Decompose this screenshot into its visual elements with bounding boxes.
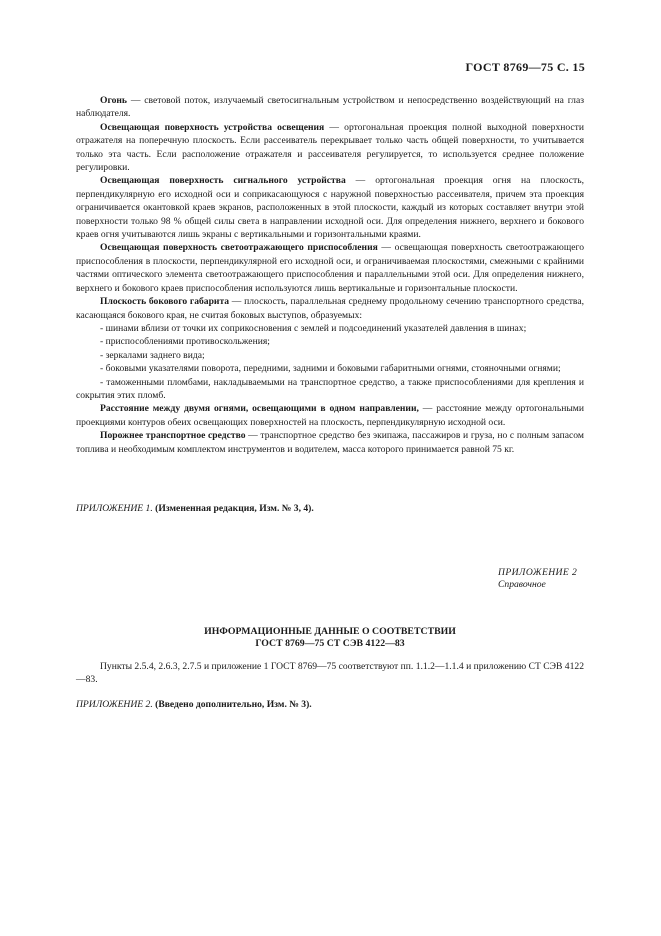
info-title <box>76 626 584 650</box>
term: Порожнее транспортное средство <box>100 430 246 442</box>
list-item: - шинами вблизи от точки их соприкосновения с землей и подсоединений указателей давления в шинах; <box>100 322 527 334</box>
appendix2-header <box>498 567 577 591</box>
appendix2-subtitle: Справочное <box>498 579 546 590</box>
page-header: ГОСТ 8769—75 С. 15 <box>465 60 585 74</box>
term: Плоскость бокового габарита <box>100 296 230 308</box>
appendix-label: ПРИЛОЖЕНИЕ 1. <box>76 503 153 514</box>
definition-text: — ортогональная проекция полной выходной поверхности отражателя на поперечную плоскость. Если рассеиватель перекрывает только часть общей поверхности, то учитывается только эта часть. Если расположение отражателя и рассеивателя регулируется, то используется среднее положение регулировки. <box>76 121 584 174</box>
definition-side-plane <box>76 295 584 322</box>
appendix2-title: ПРИЛОЖЕНИЕ 2 <box>498 567 578 578</box>
definition-text: — плоскость, параллельная среднему продольному сечению транспортного средства, касающаяся бокового края, не считая боковых выступов, образуемых: <box>76 296 584 321</box>
list-item: - боковыми указателями поворота, передними, задними и боковыми габаритными огнями, стояночными огнями; <box>100 363 561 375</box>
term: Освещающая поверхность светоотражающего приспособления <box>100 242 378 254</box>
definition-text: — световой поток, излучаемый светосигнальным устройством и непосредственно воздействующий на глаз наблюдателя. <box>76 95 584 120</box>
definition-retroreflector-surface <box>76 241 584 295</box>
info-text: Пункты 2.5.4, 2.6.3, 2.7.5 и приложение 1 ГОСТ 8769—75 соответствуют пп. 1.1.2—1.1.4 и приложению СТ СЭВ 4122—83. <box>76 661 584 686</box>
term: Расстояние между двумя огнями, освещающими в одном направлении, <box>100 403 419 415</box>
definition-text: — освещающая поверхность светоотражающего приспособления в плоскости, перпендикулярной его исходной оси, и ограничиваемая плоскостями, смежными с крайними частями оптического элемента светоотражающего приспособления и параллельными этой оси. Для определения нижнего, верхнего и бокового краев приспособления используются лишь вертикальные и горизонтальные плоскости. <box>76 242 584 294</box>
appendix-label: ПРИЛОЖЕНИЕ 2. <box>76 699 153 710</box>
revision-note: (Введено дополнительно, Изм. № 3). <box>152 699 312 710</box>
info-title-line2: ГОСТ 8769—75 СТ СЭВ 4122—83 <box>255 638 405 649</box>
appendix2-revision-note <box>76 698 584 711</box>
definition-distance <box>76 402 584 429</box>
revision-note: (Измененная редакция, Изм. № 3, 4). <box>152 503 314 514</box>
definition-ogon <box>76 94 584 121</box>
list-item: - таможенными пломбами, накладываемыми на транспортное средство, а также приспособлениями для крепления и сокрытия этих пломб. <box>76 376 584 401</box>
term: Освещающая поверхность устройства освещения <box>100 121 325 133</box>
info-title-line1: ИНФОРМАЦИОННЫЕ ДАННЫЕ О СООТВЕТСТВИИ <box>204 626 456 637</box>
definition-text: — расстояние между ортогональными проекциями контуров обеих освещающих поверхностей на плоскость, перпендикулярную исходной оси. <box>76 403 584 428</box>
appendix1-revision-note <box>76 502 584 515</box>
definition-text: — транспортное средство без экипажа, пассажиров и груза, но с полным запасом топлива и необходимым комплектом инструментов и водителем, масса которого принимается равной 75 кг. <box>76 430 584 455</box>
definition-empty-vehicle <box>76 429 584 456</box>
list-item: - зеркалами заднего вида; <box>100 349 205 361</box>
definitions-body <box>76 94 584 456</box>
definition-lighting-surface <box>76 121 584 175</box>
term: Огонь <box>100 95 127 106</box>
definition-text: — ортогональная проекция огня на плоскость, перпендикулярную его исходной оси и соприкасающуюся с наружной поверхностью рассеивателя, причем эта проекция ограничивается окантовкой краев экранов, расположенных в этой плоскости, каждый из которых составляет внутри этой поверхности только 98 % общей силы света в направлении исходной оси. Для определения нижнего, верхнего и бокового краев огня учитываются лишь экраны с вертикальными и горизонтальными краями. <box>76 175 584 241</box>
definition-signal-surface <box>76 174 584 241</box>
list-item: - приспособлениями противоскольжения; <box>100 336 270 348</box>
term: Освещающая поверхность сигнального устройства <box>100 175 346 187</box>
